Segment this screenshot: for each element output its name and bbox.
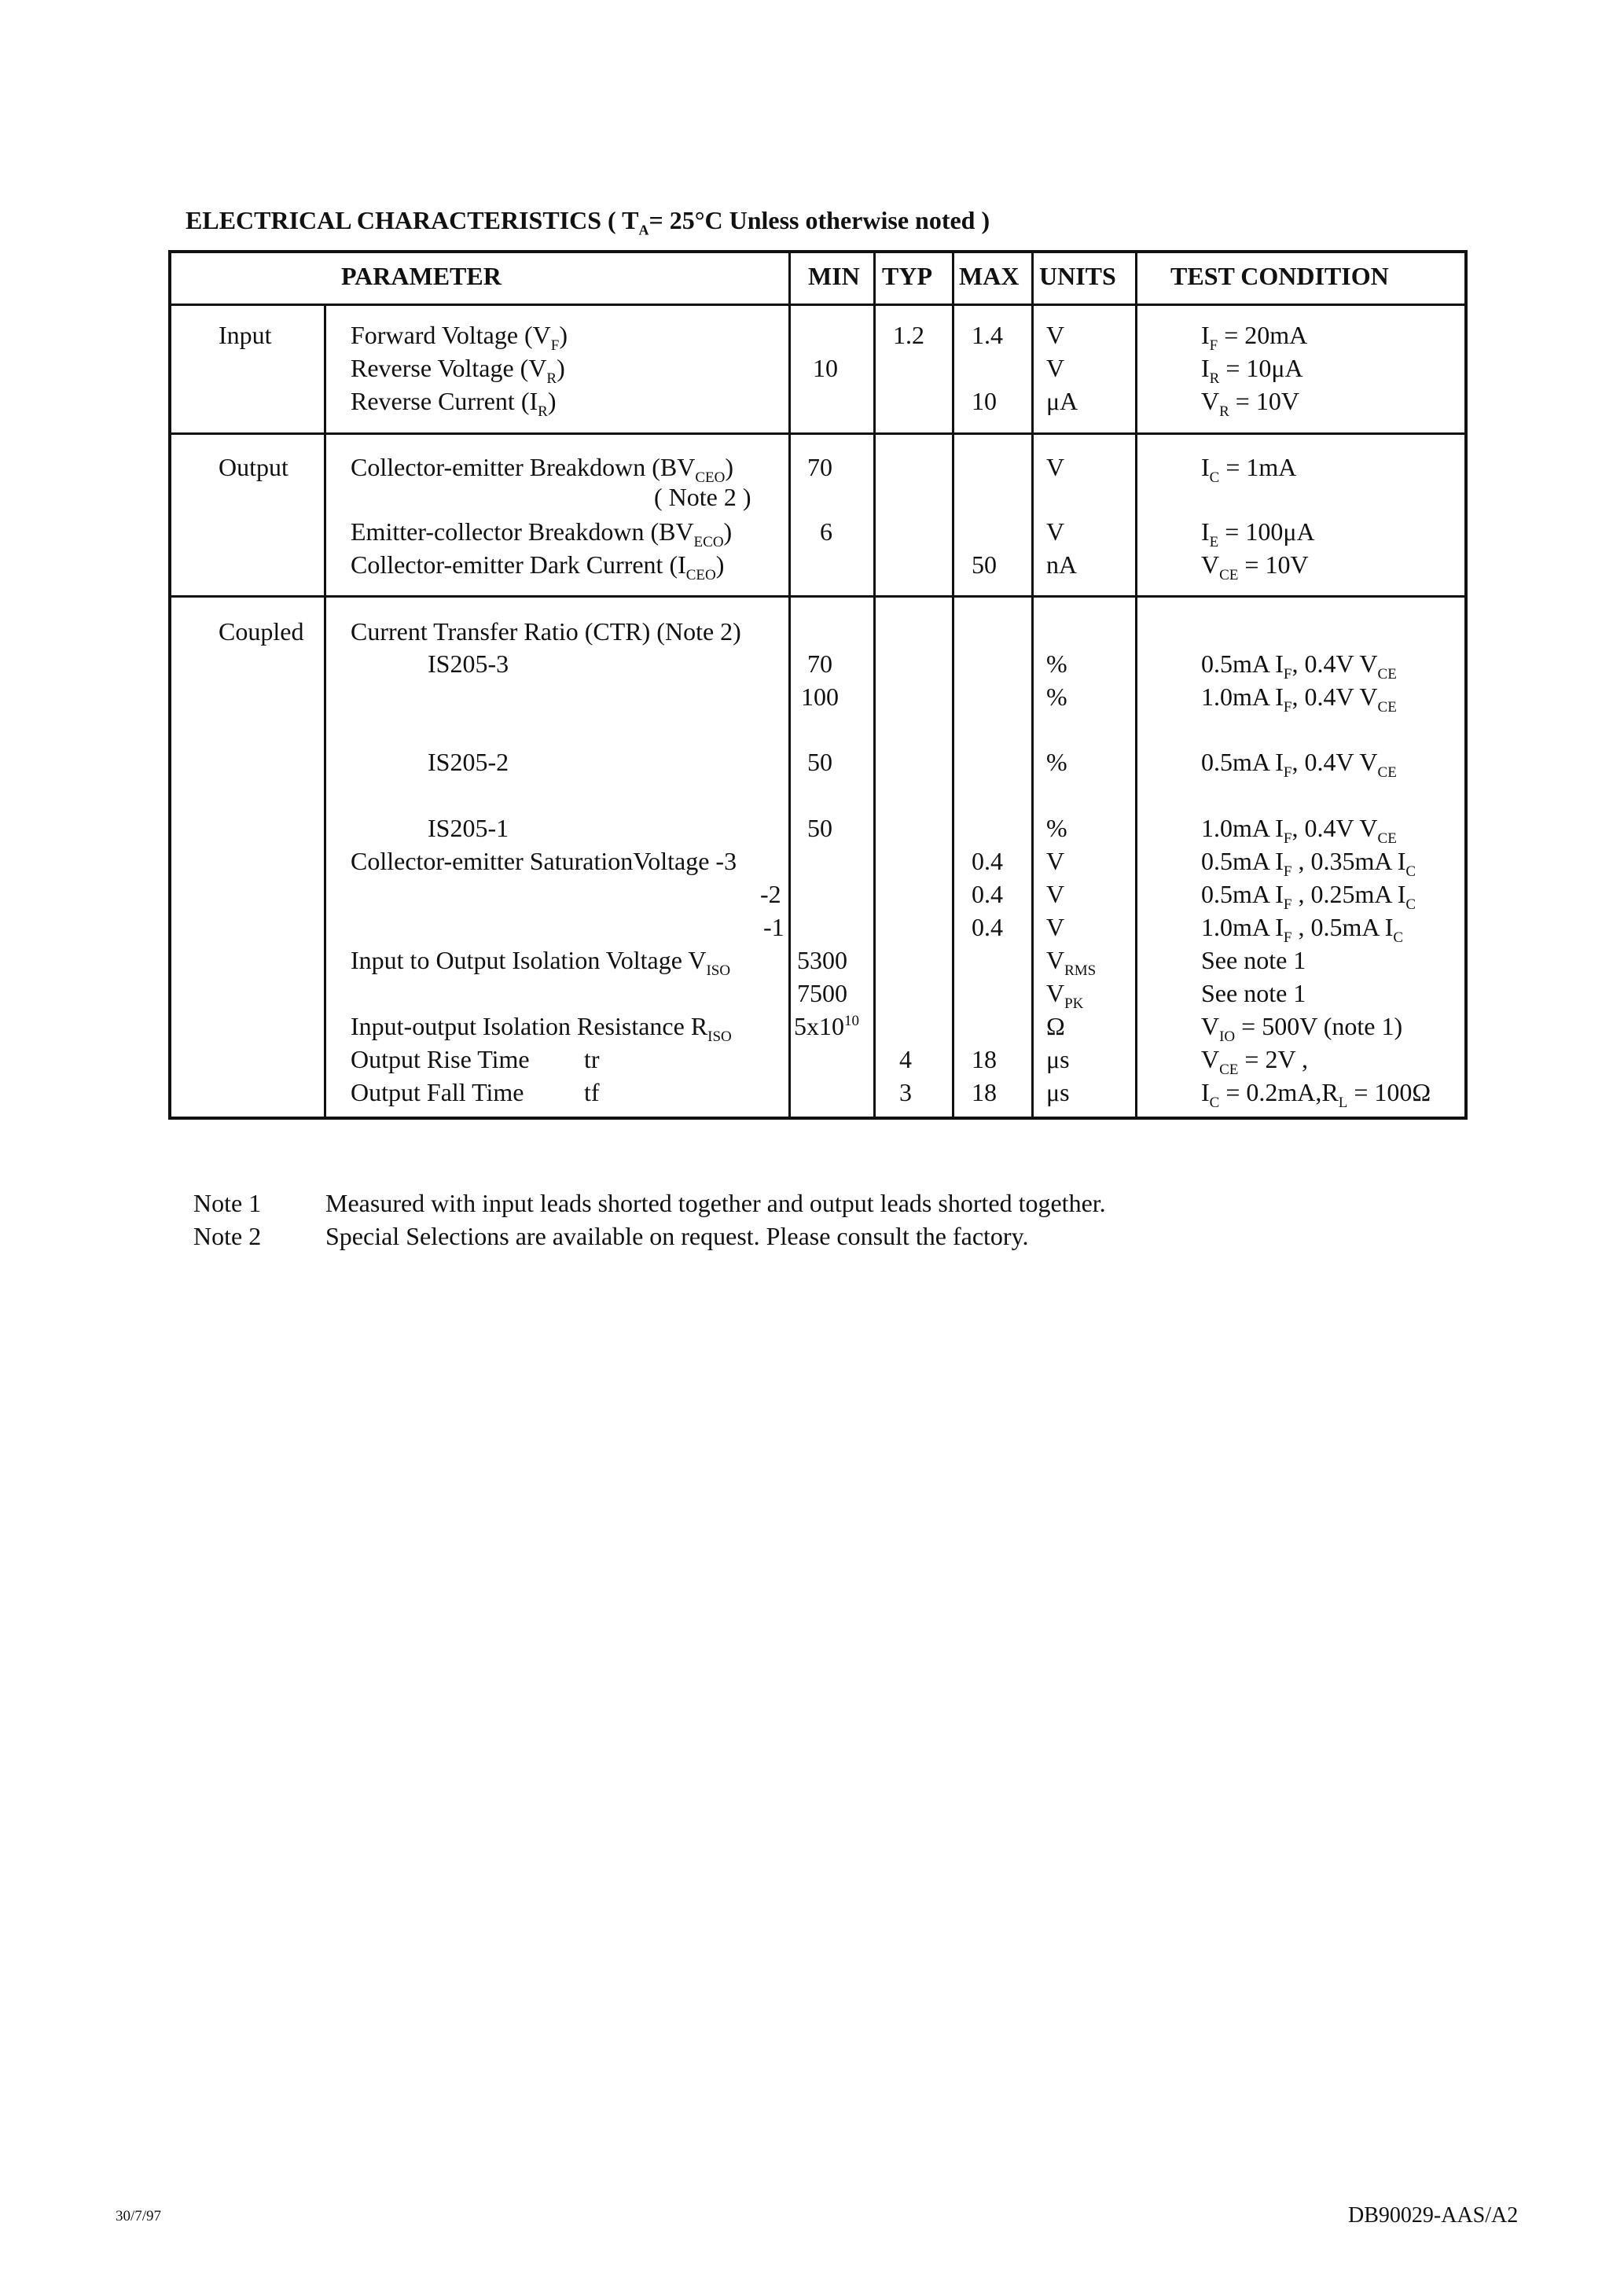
max-value: 1.4 <box>972 321 1003 349</box>
row-rule <box>171 432 1464 435</box>
header-parameter: PARAMETER <box>341 262 502 290</box>
test-condition: $V_R = 10V$ <box>1201 387 1299 420</box>
electrical-characteristics-table <box>168 250 1468 1120</box>
min-value: 5300 <box>797 946 847 974</box>
min-value: 50 <box>807 814 832 842</box>
param-isolation-voltage: Input to Output Isolation Voltage $V_{ISO}$ <box>351 946 731 979</box>
col-rule <box>1135 253 1137 1117</box>
note-text: Special Selections are available on request. Please consult the factory. <box>325 1222 1029 1250</box>
test-condition: 0.5mA $I_F$ , 0.25mA $I_C$ <box>1201 880 1416 913</box>
footer-date: 30/7/97 <box>116 2208 162 2224</box>
test-condition: 0.5mA $I_F$, 0.4V $V_{CE}$ <box>1201 649 1397 683</box>
unit-value: V <box>1046 453 1065 481</box>
typ-value: 1.2 <box>893 321 924 349</box>
test-condition: 0.5mA $I_F$ , 0.35mA $I_C$ <box>1201 847 1416 880</box>
col-rule <box>1031 253 1034 1117</box>
test-condition: $V_{IO} = 500V$ (note 1) <box>1201 1012 1403 1045</box>
max-value: 18 <box>972 1078 997 1106</box>
param-is205-1: IS205-1 <box>428 814 509 842</box>
unit-value: V <box>1046 913 1065 941</box>
header-typ: TYP <box>882 262 932 290</box>
header-max: MAX <box>959 262 1020 290</box>
unit-value: % <box>1046 748 1067 776</box>
header-test-condition: TEST CONDITION <box>1170 262 1389 290</box>
table-title: ELECTRICAL CHARACTERISTICS ( $T_A= 25^\circ C$ Unless otherwise noted ) <box>186 206 990 238</box>
header-min: MIN <box>808 262 860 290</box>
unit-value: $V_{RMS}$ <box>1046 946 1097 979</box>
unit-value: V <box>1046 517 1065 546</box>
param-forward-voltage: Forward Voltage $(V_F)$ <box>351 321 568 354</box>
min-value: 70 <box>807 649 832 678</box>
unit-value: % <box>1046 649 1067 678</box>
group-output: Output <box>219 453 288 481</box>
col-rule <box>952 253 954 1117</box>
test-condition: 1.0mA $I_F$, 0.4V $V_{CE}$ <box>1201 814 1397 847</box>
param-saturation-voltage: Collector-emitter SaturationVoltage -3 <box>351 847 737 875</box>
param-reverse-current: Reverse Current $(I_R)$ <box>351 387 557 420</box>
note-text: Measured with input leads shorted together and output leads shorted together. <box>325 1189 1106 1217</box>
param-dark-current: Collector-emitter Dark Current $(I_{CEO})$ <box>351 550 725 583</box>
unit-value: % <box>1046 814 1067 842</box>
group-input: Input <box>219 321 272 349</box>
note-label: Note 1 <box>193 1189 262 1217</box>
unit-value: V <box>1046 847 1065 875</box>
unit-value: μA <box>1046 387 1078 415</box>
col-rule <box>873 253 876 1117</box>
min-value: $5x10^{10}$ <box>794 1012 859 1040</box>
test-condition: $V_{CE} = 10V$ <box>1201 550 1309 583</box>
test-condition: 1.0mA $I_F$ , 0.5mA $I_C$ <box>1201 913 1404 946</box>
row-rule <box>171 304 1464 306</box>
header-units: UNITS <box>1039 262 1116 290</box>
min-value: 70 <box>807 453 832 481</box>
param-collector-emitter-breakdown: Collector-emitter Breakdown $(BV_{CEO})$ <box>351 453 733 486</box>
test-condition: $I_E = 100\mu A$ <box>1201 517 1315 550</box>
param-is205-3: IS205-3 <box>428 649 509 678</box>
col-rule <box>788 253 791 1117</box>
unit-value: V <box>1046 321 1065 349</box>
max-value: 0.4 <box>972 913 1003 941</box>
min-value: 100 <box>801 683 839 711</box>
max-value: 50 <box>972 550 997 579</box>
param-output-rise-time: Output Rise Time <box>351 1045 530 1073</box>
unit-value: μs <box>1046 1078 1070 1106</box>
unit-value: μs <box>1046 1045 1070 1073</box>
unit-value: V <box>1046 354 1065 382</box>
param-emitter-collector-breakdown: Emitter-collector Breakdown $(BV_{ECO})$ <box>351 517 733 550</box>
max-value: 0.4 <box>972 880 1003 908</box>
max-value: 18 <box>972 1045 997 1073</box>
max-value: 0.4 <box>972 847 1003 875</box>
typ-value: 4 <box>899 1045 912 1073</box>
test-condition: $I_F = 20mA$ <box>1201 321 1308 354</box>
unit-value: V <box>1046 880 1065 908</box>
param-saturation-grade: -1 <box>763 913 784 941</box>
param-reverse-voltage: Reverse Voltage $(V_R)$ <box>351 354 565 387</box>
typ-value: 3 <box>899 1078 912 1106</box>
note-label: Note 2 <box>193 1222 262 1250</box>
test-condition: $I_C = 1mA$ <box>1201 453 1297 486</box>
param-saturation-grade: -2 <box>760 880 781 908</box>
footer-document-id: DB90029-AAS/A2 <box>1348 2203 1519 2228</box>
test-condition: 1.0mA $I_F$, 0.4V $V_{CE}$ <box>1201 683 1397 716</box>
max-value: 10 <box>972 387 997 415</box>
min-value: 7500 <box>797 979 847 1007</box>
row-rule <box>171 595 1464 598</box>
param-symbol: tf <box>584 1078 600 1106</box>
test-condition: $V_{CE} = 2V$ , <box>1201 1045 1308 1078</box>
unit-value: Ω <box>1046 1012 1065 1040</box>
min-value: 6 <box>820 517 832 546</box>
col-rule <box>324 306 326 1117</box>
param-output-fall-time: Output Fall Time <box>351 1078 524 1106</box>
test-condition: 0.5mA $I_F$, 0.4V $V_{CE}$ <box>1201 748 1397 781</box>
test-condition: $I_R = 10\mu A$ <box>1201 354 1303 387</box>
test-condition: $I_C = 0.2mA,R_L = 100\Omega$ <box>1201 1078 1431 1111</box>
group-coupled: Coupled <box>219 617 304 646</box>
unit-value: nA <box>1046 550 1078 579</box>
param-current-transfer-ratio: Current Transfer Ratio (CTR) (Note 2) <box>351 617 741 646</box>
min-value: 50 <box>807 748 832 776</box>
unit-value: $V_{PK}$ <box>1046 979 1084 1012</box>
param-note: ( Note 2 ) <box>654 483 751 511</box>
param-isolation-resistance: Input-output Isolation Resistance $R_{ISO}$ <box>351 1012 732 1045</box>
test-condition: See note 1 <box>1201 946 1306 974</box>
param-is205-2: IS205-2 <box>428 748 509 776</box>
param-symbol: tr <box>584 1045 600 1073</box>
test-condition: See note 1 <box>1201 979 1306 1007</box>
min-value: 10 <box>813 354 838 382</box>
unit-value: % <box>1046 683 1067 711</box>
